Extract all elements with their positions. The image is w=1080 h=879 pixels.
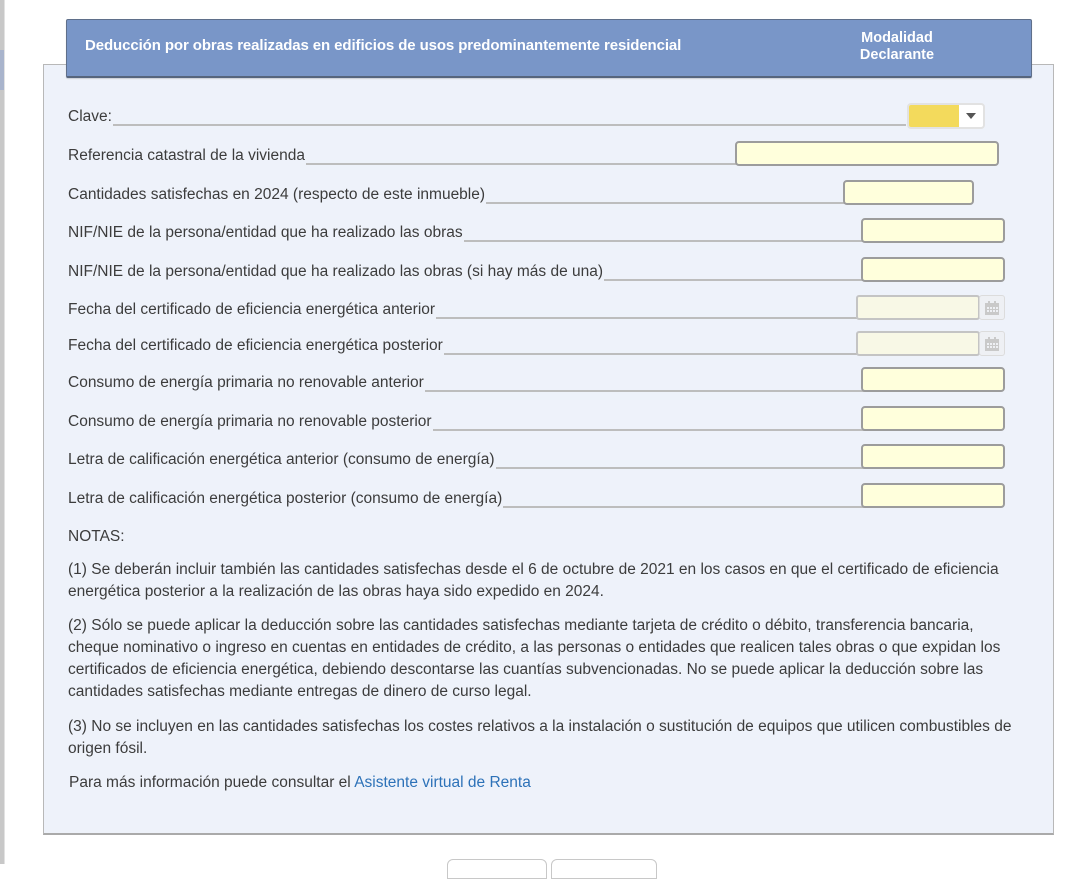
letra-posterior-input[interactable] bbox=[861, 483, 1005, 508]
bottom-button-1[interactable] bbox=[447, 859, 547, 879]
field-label: NIF/NIE de la persona/entidad que ha realizado las obras (si hay más de una) bbox=[68, 263, 604, 280]
form-row bbox=[68, 409, 868, 433]
form-row bbox=[68, 486, 868, 510]
more-info bbox=[69, 772, 1029, 794]
field-label: Letra de calificación energética anterior (consumo de energía) bbox=[68, 451, 495, 468]
nif-obras-input[interactable] bbox=[861, 218, 1005, 243]
form-row bbox=[68, 297, 868, 321]
asistente-virtual-link[interactable]: Asistente virtual de Renta bbox=[354, 774, 531, 791]
field-label: Fecha del certificado de eficiencia energética posterior bbox=[68, 337, 443, 354]
field-label: Cantidades satisfechas en 2024 (respecto de este inmueble) bbox=[68, 186, 486, 203]
referencia-catastral-input[interactable] bbox=[735, 141, 999, 166]
consumo-anterior-input[interactable] bbox=[861, 367, 1005, 392]
field-label: Letra de calificación energética posterior (consumo de energía) bbox=[68, 490, 503, 507]
clave-select-value[interactable] bbox=[909, 105, 959, 127]
more-info-text: Para más información puede consultar el bbox=[69, 774, 355, 791]
field-label: Consumo de energía primaria no renovable anterior bbox=[68, 374, 424, 391]
field-label: Referencia catastral de la vivienda bbox=[68, 147, 305, 164]
section-title: Deducción por obras realizadas en edificios de usos predominantemente residencial bbox=[85, 37, 682, 54]
letra-anterior-input[interactable] bbox=[861, 444, 1005, 469]
modality-line-2: Declarante bbox=[859, 47, 935, 63]
clave-select[interactable] bbox=[907, 103, 985, 129]
form-row bbox=[68, 259, 868, 283]
section-header bbox=[66, 19, 1032, 78]
note-3: (3) No se incluyen en las cantidades satisfechas los costes relativos a la instalación o sustitución de equipos que utilicen combustibles de origen fósil. bbox=[68, 718, 1012, 757]
leader-line bbox=[68, 124, 906, 126]
consumo-posterior-input[interactable] bbox=[861, 406, 1005, 431]
form-row bbox=[68, 333, 868, 357]
form-row bbox=[68, 447, 868, 471]
nif-obras-adicional-input[interactable] bbox=[861, 257, 1005, 282]
modality-label bbox=[839, 30, 955, 64]
form-row bbox=[68, 143, 738, 167]
note-2: (2) Sólo se puede aplicar la deducción sobre las cantidades satisfechas mediante tarjeta de crédito o débito, transferencia bancaria, cheque nominativo o ingreso en cuentas en entidades de crédito, a las personas o entidades que realicen tales obras o que expidan los certificados de eficiencia energética, debiendo descontarse las cuantías subvencionadas. No se puede aplicar la deducción sobre las cantidades satisfechas mediante entregas de dinero de curso legal. bbox=[68, 617, 1001, 700]
note-1: (1) Se deberán incluir también las cantidades satisfechas desde el 6 de octubre de 2021 en los casos en que el certificado de eficiencia energética posterior a la realización de las obras haya sido expedido en 2024. bbox=[68, 561, 999, 600]
cantidades-satisfechas-input[interactable] bbox=[843, 180, 974, 205]
field-label: Consumo de energía primaria no renovable posterior bbox=[68, 413, 432, 430]
notes-heading: NOTAS: bbox=[68, 528, 125, 545]
form-row-clave bbox=[68, 104, 908, 128]
form-row bbox=[68, 370, 868, 394]
bottom-button-2[interactable] bbox=[551, 859, 657, 879]
chevron-down-icon[interactable] bbox=[959, 105, 983, 127]
form-row bbox=[68, 182, 846, 206]
field-label: Fecha del certificado de eficiencia energética anterior bbox=[68, 301, 436, 318]
modality-line-1: Modalidad bbox=[861, 30, 933, 46]
calendar-icon[interactable] bbox=[979, 295, 1005, 320]
field-label: NIF/NIE de la persona/entidad que ha realizado las obras bbox=[68, 224, 463, 241]
form-row bbox=[68, 220, 868, 244]
fecha-certificado-anterior-input[interactable] bbox=[856, 295, 980, 320]
calendar-icon[interactable] bbox=[979, 331, 1005, 356]
fecha-certificado-posterior-input[interactable] bbox=[856, 331, 980, 356]
window-left-edge bbox=[0, 0, 5, 864]
left-edge-segment bbox=[0, 50, 4, 90]
field-label-clave: Clave: bbox=[68, 108, 112, 125]
